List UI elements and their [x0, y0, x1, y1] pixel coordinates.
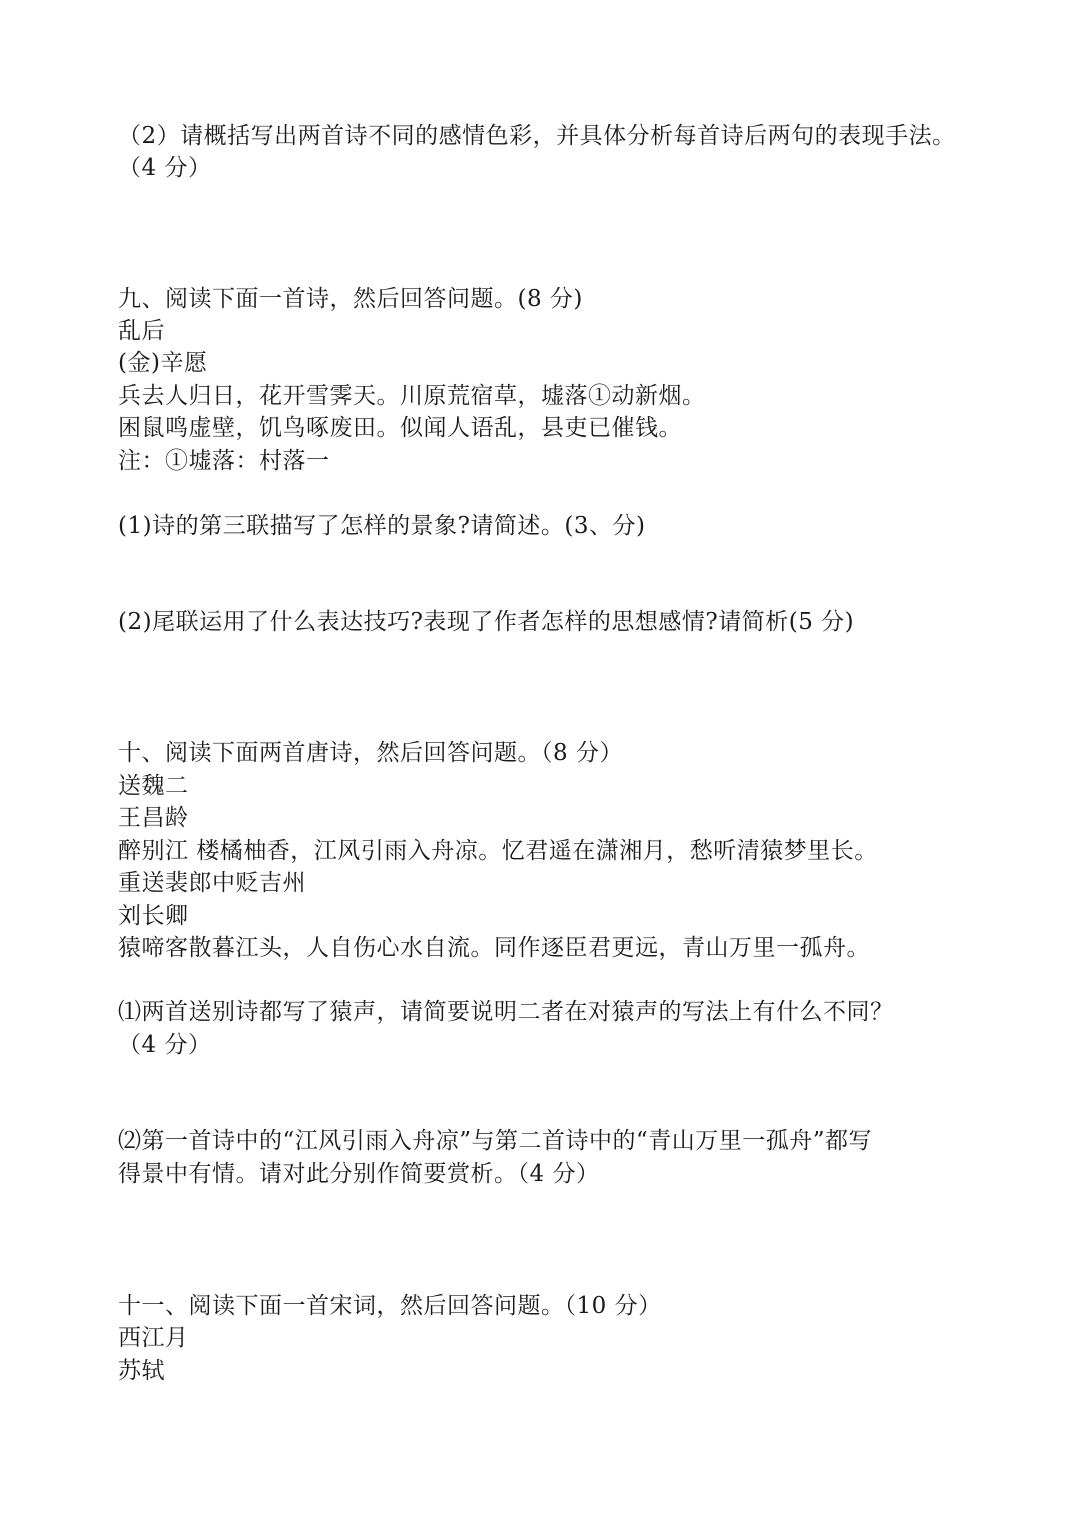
- q10-heading: 十、阅读下面两首唐诗，然后回答问题。（8 分）: [118, 740, 623, 766]
- q10-1-score: （4 分）: [118, 1032, 212, 1058]
- q8-2-score: （4 分）: [118, 155, 212, 181]
- q9-2-prompt: (2)尾联运用了什么表达技巧?表现了作者怎样的思想感情?请简析(5 分): [118, 609, 855, 635]
- q10-poem2-title: 重送裴郎中贬吉州: [118, 870, 306, 896]
- q10-poem1-text: 醉别江 楼橘柚香，江风引雨入舟凉。忆君遥在潇湘月，愁听清猿梦里长。: [118, 838, 878, 864]
- q10-2-prompt-line-1: ⑵第一首诗中的“江风引雨入舟凉”与第二首诗中的“青山万里一孤舟”都写: [118, 1128, 873, 1154]
- q9-poem-author: (金)辛愿: [118, 350, 208, 376]
- q9-heading: 九、阅读下面一首诗，然后回答问题。(8 分): [118, 286, 583, 312]
- q8-2-prompt: （2）请概括写出两首诗不同的感情色彩，并具体分析每首诗后两句的表现手法。: [118, 123, 956, 149]
- q9-poem-title: 乱后: [118, 318, 165, 344]
- q10-poem1-author: 王昌龄: [118, 805, 189, 831]
- q9-1-prompt: (1)诗的第三联描写了怎样的景象?请简述。(3、分): [118, 513, 646, 539]
- q9-poem-line-2: 困鼠鸣虚壁，饥鸟啄废田。似闻人语乱，县吏已催钱。: [118, 415, 682, 441]
- q10-1-prompt: ⑴两首送别诗都写了猿声，请简要说明二者在对猿声的写法上有什么不同？: [118, 999, 894, 1025]
- q9-poem-line-1: 兵去人归日，花开雪霁天。川原荒宿草，墟落①动新烟。: [118, 383, 706, 409]
- q10-poem2-text: 猿啼客散暮江头，人自伤心水自流。同作逐臣君更远，青山万里一孤舟。: [118, 935, 870, 961]
- q11-heading: 十一、阅读下面一首宋词，然后回答问题。（10 分）: [118, 1293, 662, 1319]
- q10-2-prompt-line-2: 得景中有情。请对此分别作简要赏析。（4 分）: [118, 1161, 600, 1187]
- q11-poem-title: 西江月: [118, 1325, 189, 1351]
- q10-poem1-title: 送魏二: [118, 773, 189, 799]
- q10-poem2-author: 刘长卿: [118, 903, 189, 929]
- q11-poem-author: 苏轼: [118, 1358, 165, 1384]
- q9-note: 注：①墟落：村落一: [118, 448, 330, 474]
